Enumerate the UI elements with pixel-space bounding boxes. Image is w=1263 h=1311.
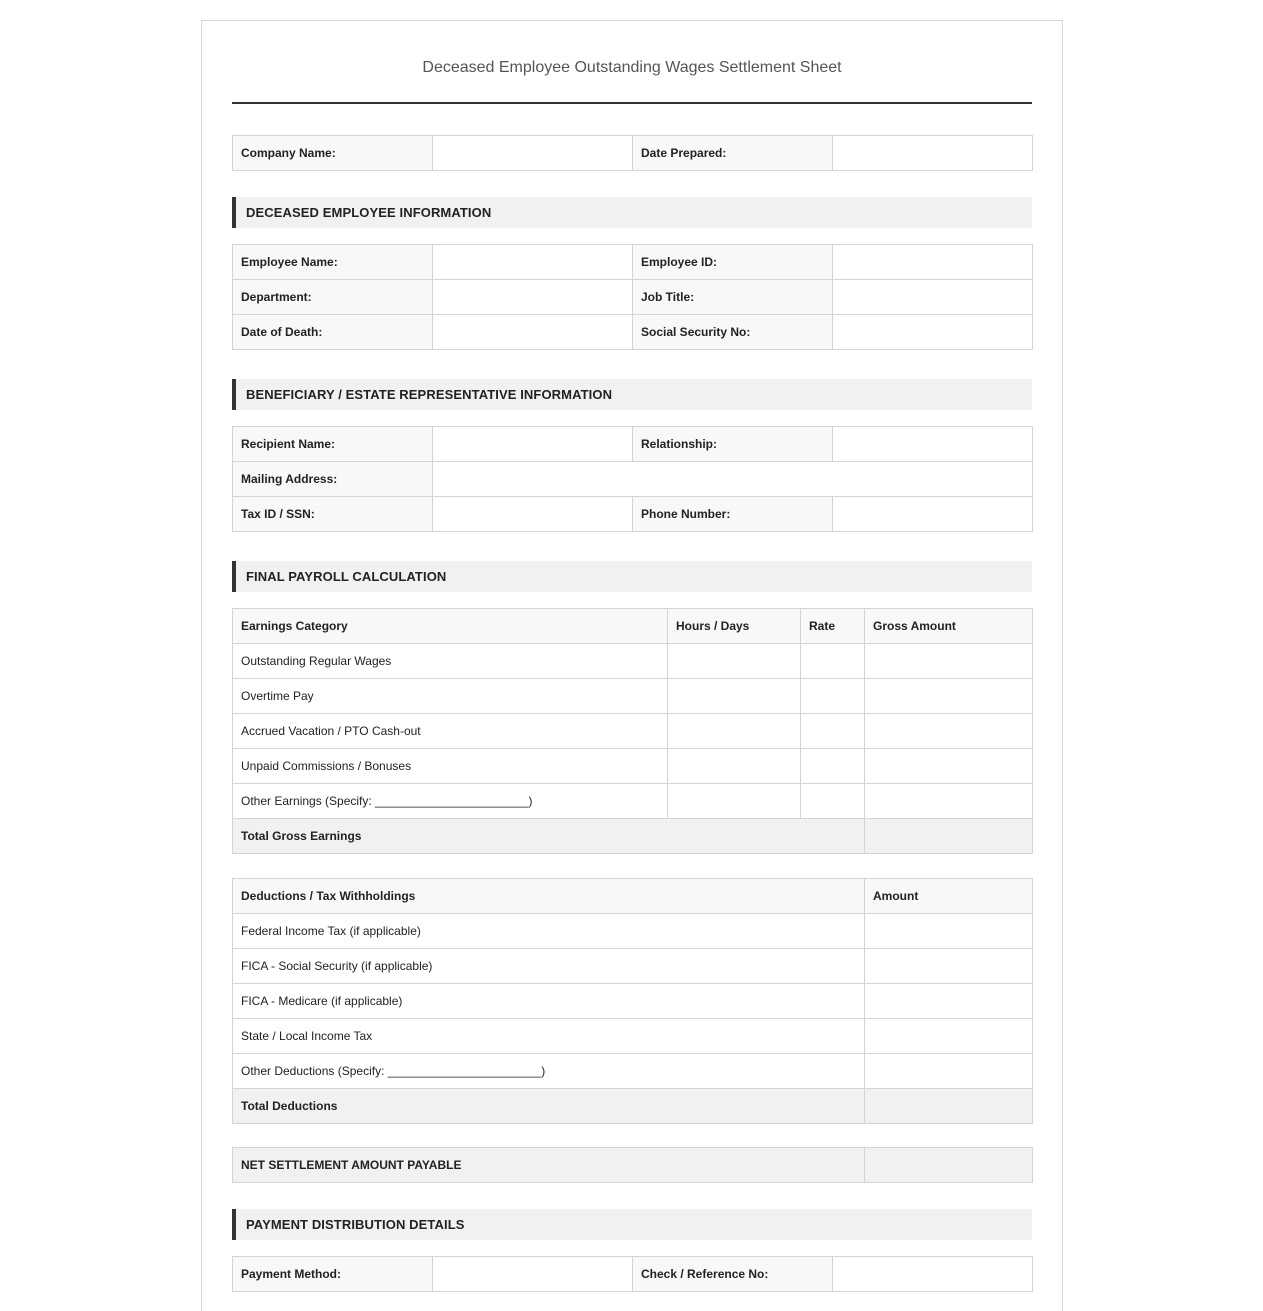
section-beneficiary-heading: BENEFICIARY / ESTATE REPRESENTATIVE INFORMATION — [232, 379, 1032, 410]
table-row — [233, 245, 1033, 280]
hours-days-field[interactable] — [668, 749, 801, 784]
table-row — [233, 315, 1033, 350]
earnings-row-label: Unpaid Commissions / Bonuses — [233, 749, 668, 784]
gross-amount-field[interactable] — [865, 749, 1033, 784]
payment-method-label: Payment Method: — [233, 1257, 433, 1292]
table-row — [233, 1257, 1033, 1292]
company-name-field[interactable] — [433, 136, 633, 171]
net-settlement-field[interactable] — [865, 1148, 1033, 1183]
ssn-label: Social Security No: — [633, 315, 833, 350]
relationship-label: Relationship: — [633, 427, 833, 462]
employee-id-label: Employee ID: — [633, 245, 833, 280]
table-row — [233, 749, 1033, 784]
deduction-row-label: FICA - Social Security (if applicable) — [233, 949, 865, 984]
earnings-table — [232, 608, 1033, 854]
rate-field[interactable] — [801, 679, 865, 714]
employee-table — [232, 244, 1033, 350]
deduction-row-label: State / Local Income Tax — [233, 1019, 865, 1054]
table-row — [233, 1054, 1033, 1089]
gross-amount-field[interactable] — [865, 714, 1033, 749]
hours-days-field[interactable] — [668, 679, 801, 714]
table-row — [233, 136, 1033, 171]
mailing-address-field[interactable] — [433, 462, 1033, 497]
table-row — [233, 427, 1033, 462]
gross-amount-field[interactable] — [865, 679, 1033, 714]
amount-header: Amount — [865, 879, 1033, 914]
total-deductions-field[interactable] — [865, 1089, 1033, 1124]
department-label: Department: — [233, 280, 433, 315]
net-settlement-row — [233, 1148, 1033, 1183]
document-page — [201, 20, 1063, 1311]
date-prepared-field[interactable] — [833, 136, 1033, 171]
deduction-amount-field[interactable] — [865, 1019, 1033, 1054]
hours-days-field[interactable] — [668, 714, 801, 749]
gross-amount-header: Gross Amount — [865, 609, 1033, 644]
employee-id-field[interactable] — [833, 245, 1033, 280]
phone-number-field[interactable] — [833, 497, 1033, 532]
deduction-row-label: FICA - Medicare (if applicable) — [233, 984, 865, 1019]
earnings-category-header: Earnings Category — [233, 609, 668, 644]
table-row — [233, 462, 1033, 497]
section-payroll-heading: FINAL PAYROLL CALCULATION — [232, 561, 1032, 592]
recipient-name-field[interactable] — [433, 427, 633, 462]
section-employee-heading: DECEASED EMPLOYEE INFORMATION — [232, 197, 1032, 228]
gross-amount-field[interactable] — [865, 644, 1033, 679]
employee-name-label: Employee Name: — [233, 245, 433, 280]
department-field[interactable] — [433, 280, 633, 315]
table-row — [233, 714, 1033, 749]
table-row — [233, 679, 1033, 714]
company-table — [232, 135, 1033, 171]
title-divider — [232, 102, 1032, 104]
net-settlement-label: NET SETTLEMENT AMOUNT PAYABLE — [233, 1148, 865, 1183]
earnings-row-label: Accrued Vacation / PTO Cash-out — [233, 714, 668, 749]
table-row — [233, 984, 1033, 1019]
rate-field[interactable] — [801, 749, 865, 784]
table-row — [233, 1019, 1033, 1054]
relationship-field[interactable] — [833, 427, 1033, 462]
job-title-field[interactable] — [833, 280, 1033, 315]
deductions-header: Deductions / Tax Withholdings — [233, 879, 865, 914]
rate-header: Rate — [801, 609, 865, 644]
deduction-row-label: Federal Income Tax (if applicable) — [233, 914, 865, 949]
table-row — [233, 280, 1033, 315]
mailing-address-label: Mailing Address: — [233, 462, 433, 497]
table-row — [233, 644, 1033, 679]
section-payment-heading: PAYMENT DISTRIBUTION DETAILS — [232, 1209, 1032, 1240]
total-deductions-label: Total Deductions — [233, 1089, 865, 1124]
reference-number-label: Check / Reference No: — [633, 1257, 833, 1292]
deductions-table — [232, 878, 1033, 1124]
phone-number-label: Phone Number: — [633, 497, 833, 532]
table-row — [233, 949, 1033, 984]
table-row — [233, 497, 1033, 532]
total-gross-earnings-label: Total Gross Earnings — [233, 819, 865, 854]
beneficiary-table — [232, 426, 1033, 532]
gross-amount-field[interactable] — [865, 784, 1033, 819]
reference-number-field[interactable] — [833, 1257, 1033, 1292]
table-header-row — [233, 879, 1033, 914]
net-settlement-table — [232, 1147, 1033, 1183]
job-title-label: Job Title: — [633, 280, 833, 315]
total-gross-earnings-field[interactable] — [865, 819, 1033, 854]
rate-field[interactable] — [801, 784, 865, 819]
rate-field[interactable] — [801, 714, 865, 749]
date-of-death-field[interactable] — [433, 315, 633, 350]
deduction-row-label: Other Deductions (Specify: _______________________) — [233, 1054, 865, 1089]
deduction-amount-field[interactable] — [865, 1054, 1033, 1089]
date-of-death-label: Date of Death: — [233, 315, 433, 350]
company-name-label: Company Name: — [233, 136, 433, 171]
date-prepared-label: Date Prepared: — [633, 136, 833, 171]
tax-id-field[interactable] — [433, 497, 633, 532]
ssn-field[interactable] — [833, 315, 1033, 350]
hours-days-field[interactable] — [668, 784, 801, 819]
table-header-row — [233, 609, 1033, 644]
deduction-amount-field[interactable] — [865, 984, 1033, 1019]
rate-field[interactable] — [801, 644, 865, 679]
table-row — [233, 784, 1033, 819]
deduction-amount-field[interactable] — [865, 914, 1033, 949]
document-title: Deceased Employee Outstanding Wages Settlement Sheet — [422, 59, 842, 76]
earnings-row-label: Other Earnings (Specify: _______________________) — [233, 784, 668, 819]
table-row — [233, 914, 1033, 949]
hours-days-field[interactable] — [668, 644, 801, 679]
tax-id-label: Tax ID / SSN: — [233, 497, 433, 532]
recipient-name-label: Recipient Name: — [233, 427, 433, 462]
hours-days-header: Hours / Days — [668, 609, 801, 644]
deduction-amount-field[interactable] — [865, 949, 1033, 984]
total-row — [233, 819, 1033, 854]
employee-name-field[interactable] — [433, 245, 633, 280]
earnings-row-label: Overtime Pay — [233, 679, 668, 714]
payment-method-field[interactable] — [433, 1257, 633, 1292]
total-row — [233, 1089, 1033, 1124]
earnings-row-label: Outstanding Regular Wages — [233, 644, 668, 679]
payment-table — [232, 1256, 1033, 1292]
